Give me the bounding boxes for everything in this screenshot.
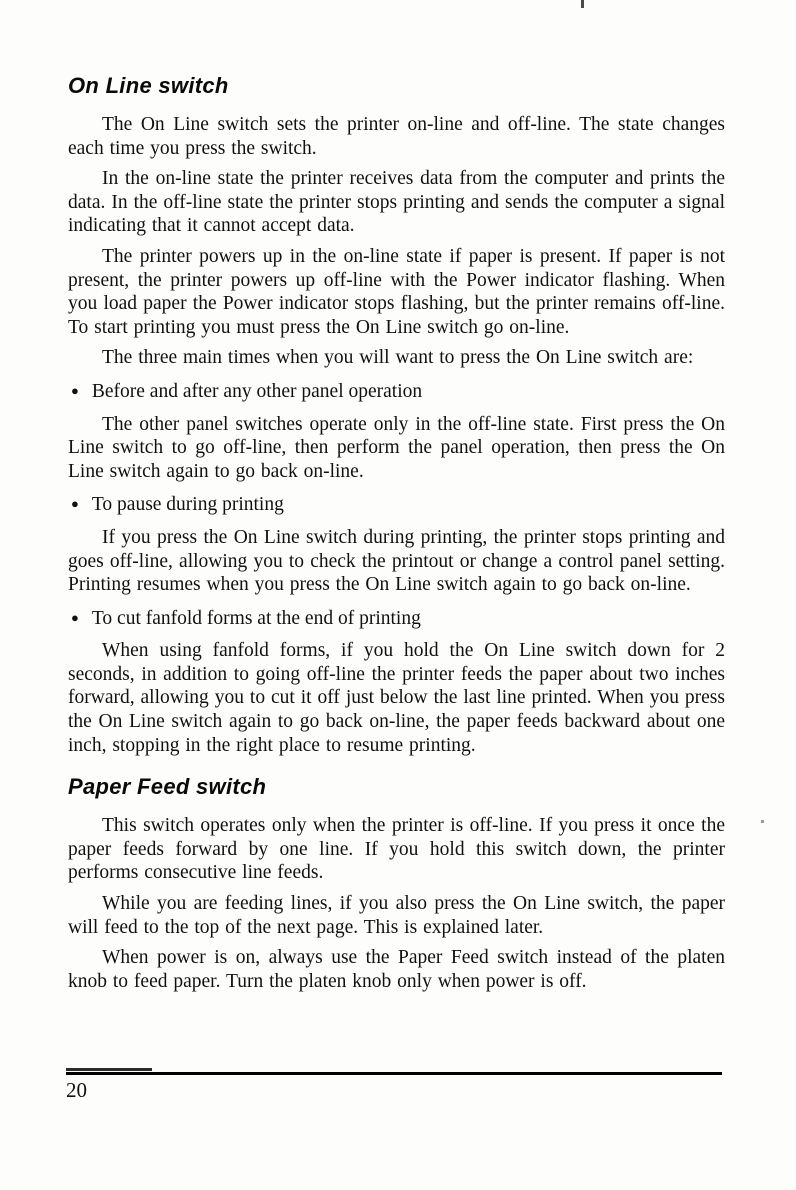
bullet-icon: ● — [71, 496, 79, 512]
paragraph: The three main times when you will want to press the On Line switch are: — [102, 347, 694, 369]
bullet-text: To pause during printing — [91, 494, 284, 516]
paragraph: When using fanfold forms, if you hold the On Line switch down for 2 seconds, in addition to going off-line the printer feeds the paper about two inches forward, allowing you to cut it off just below the last line printed. When you press the On Line switch again to go back on-line, the paper feeds backward about one inch, stopping in the right place to resume printing. — [68, 640, 725, 756]
paragraph: In the on-line state the printer receives data from the computer and prints the data. In the off-line state the printer stops printing and sends the computer a signal indicating that it cannot accept data. — [68, 168, 725, 237]
paragraph: The On Line switch sets the printer on-line and off-line. The state changes each time you press the switch. — [68, 114, 725, 159]
bullet-icon: ● — [71, 609, 79, 625]
paragraph: The printer powers up in the on-line state if paper is present. If paper is not present, the printer powers up off-line with the Power indicator flashing. When you load paper the Power indicator stops flashing, but the printer remains off-line. To start printing you must press the On Line switch go on-line. — [68, 245, 725, 338]
page-number: 20 — [66, 1078, 87, 1102]
paragraph: If you press the On Line switch during printing, the printer stops printing and goes off-line, allowing you to check the printout or change a control panel setting. Printing resumes when you press the On Line switch again to go back on-line. — [68, 526, 725, 596]
section-heading-paper-feed-switch: Paper Feed switch — [68, 774, 267, 800]
page-content — [68, 74, 725, 1000]
paragraph: The other panel switches operate only in the off-line state. First press the On Line switch to go off-line, then perform the panel operation, then press the On Line switch again to go back on-line. — [68, 413, 725, 482]
paragraph: While you are feeding lines, if you also press the On Line switch, the paper will feed to the top of the next page. This is explained later. — [68, 893, 725, 938]
bullet-item — [71, 606, 725, 631]
scan-mark-speck — [761, 820, 764, 823]
bullet-item — [71, 379, 725, 404]
section-heading-on-line-switch: On Line switch — [68, 73, 229, 98]
bullet-item — [71, 492, 725, 517]
bullet-text: Before and after any other panel operation — [91, 380, 423, 402]
bullet-icon: ● — [71, 382, 79, 398]
paragraph: This switch operates only when the printer is off-line. If you press it once the paper feeds forward by one line. If you hold this switch down, the printer performs consecutive line feeds. — [68, 815, 725, 884]
scan-mark-top — [581, 0, 584, 8]
bullet-text: To cut fanfold forms at the end of printing — [91, 607, 421, 629]
footer-rule — [66, 1072, 722, 1075]
paragraph: When power is on, always use the Paper Feed switch instead of the platen knob to feed paper. Turn the platen knob only when power is off. — [68, 947, 725, 992]
